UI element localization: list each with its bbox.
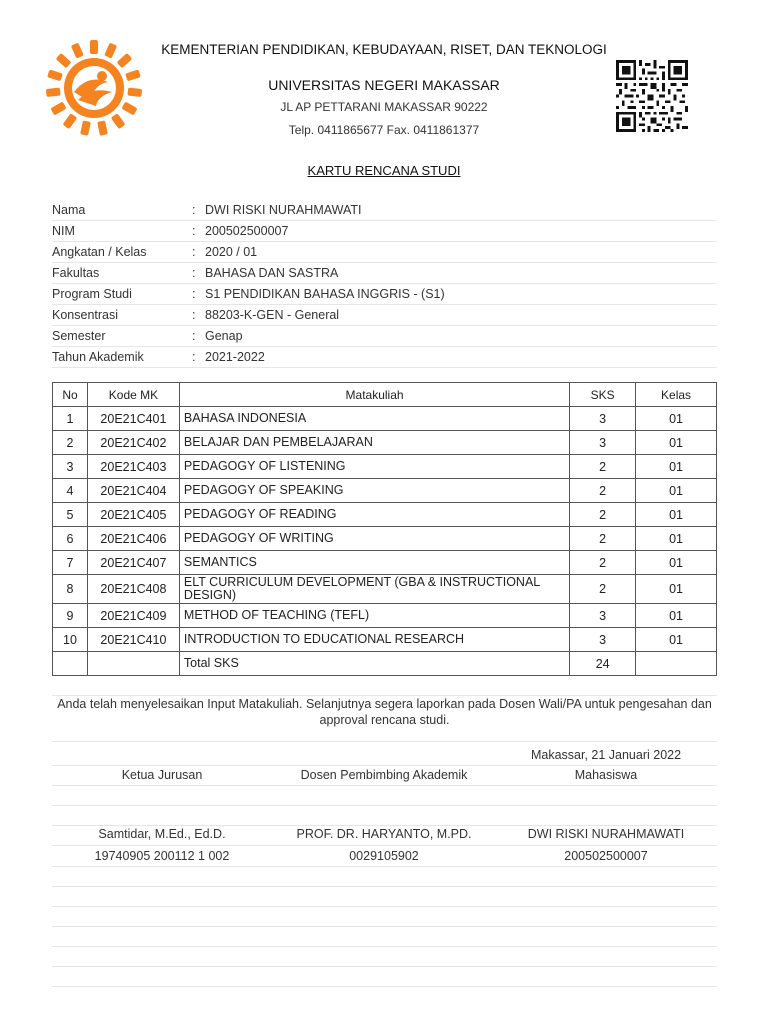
divider xyxy=(52,845,717,846)
cell-no: 7 xyxy=(53,551,88,575)
divider xyxy=(52,946,717,947)
divider xyxy=(52,825,717,826)
divider xyxy=(52,986,717,987)
info-row-nim xyxy=(52,221,717,242)
place-date: Makassar, 21 Januari 2022 xyxy=(530,748,682,762)
cell-no: 8 xyxy=(53,575,88,604)
table-row xyxy=(53,527,717,551)
info-row-prodi xyxy=(52,284,717,305)
cell-kelas: 01 xyxy=(636,575,717,604)
info-value: 2020 / 01 xyxy=(205,245,258,259)
sig-role-ketua: Ketua Jurusan xyxy=(121,768,203,782)
sig-id-mahasiswa: 200502500007 xyxy=(564,849,648,863)
info-label: Program Studi xyxy=(52,287,132,301)
cell-no: 10 xyxy=(53,628,88,652)
completion-notice: Anda telah menyelesaikan Input Matakuliah. Selanjutnya segera laporkan pada Dosen Wali/PA untuk pengesahan dan approval rencana studi. xyxy=(57,697,712,727)
cell-no: 4 xyxy=(53,479,88,503)
cell-matakuliah: METHOD OF TEACHING (TEFL) xyxy=(179,604,569,628)
info-value: DWI RISKI NURAHMAWATI xyxy=(205,203,362,217)
info-row-tahun xyxy=(52,347,717,368)
info-label: Tahun Akademik xyxy=(52,350,144,364)
cell-kode: 20E21C406 xyxy=(87,527,179,551)
cell-sks: 2 xyxy=(570,551,636,575)
info-label: Semester xyxy=(52,329,106,343)
cell-sks: 3 xyxy=(570,431,636,455)
table-row xyxy=(53,503,717,527)
cell-sks: 3 xyxy=(570,604,636,628)
university-name: UNIVERSITAS NEGERI MAKASSAR xyxy=(268,77,500,93)
info-value: S1 PENDIDIKAN BAHASA INGGRIS - (S1) xyxy=(205,287,445,301)
info-row-konsentrasi xyxy=(52,305,717,326)
info-separator: : xyxy=(192,329,196,343)
cell-sks: 2 xyxy=(570,479,636,503)
cell-kode: 20E21C409 xyxy=(87,604,179,628)
info-label: Konsentrasi xyxy=(52,308,119,322)
info-label: Angkatan / Kelas xyxy=(52,245,147,259)
info-row-semester xyxy=(52,326,717,347)
university-logo-icon xyxy=(42,40,146,136)
cell-matakuliah: SEMANTICS xyxy=(179,551,569,575)
divider xyxy=(52,785,717,786)
cell-no: 1 xyxy=(53,407,88,431)
table-row xyxy=(53,479,717,503)
cell-kode: 20E21C408 xyxy=(87,575,179,604)
cell-matakuliah: BELAJAR DAN PEMBELAJARAN xyxy=(179,431,569,455)
cell-matakuliah: PEDAGOGY OF LISTENING xyxy=(179,455,569,479)
cell-kelas: 01 xyxy=(636,604,717,628)
cell-empty xyxy=(53,652,88,676)
cell-no: 2 xyxy=(53,431,88,455)
sig-name-mahasiswa: DWI RISKI NURAHMAWATI xyxy=(527,827,685,841)
info-value: Genap xyxy=(205,329,243,343)
cell-matakuliah: PEDAGOGY OF READING xyxy=(179,503,569,527)
table-row xyxy=(53,407,717,431)
info-value: 88203-K-GEN - General xyxy=(205,308,340,322)
info-separator: : xyxy=(192,308,196,322)
sig-role-mahasiswa: Mahasiswa xyxy=(574,768,638,782)
cell-sks: 3 xyxy=(570,628,636,652)
table-row xyxy=(53,575,717,604)
cell-matakuliah: INTRODUCTION TO EDUCATIONAL RESEARCH xyxy=(179,628,569,652)
info-separator: : xyxy=(192,350,196,364)
cell-kode: 20E21C404 xyxy=(87,479,179,503)
cell-matakuliah: ELT CURRICULUM DEVELOPMENT (GBA & INSTRUCTIONAL DESIGN) xyxy=(179,575,569,604)
cell-kode: 20E21C403 xyxy=(87,455,179,479)
table-row xyxy=(53,604,717,628)
cell-empty xyxy=(87,652,179,676)
cell-sks: 2 xyxy=(570,527,636,551)
divider xyxy=(52,926,717,927)
total-sks-value: 24 xyxy=(570,652,636,676)
ministry-name: KEMENTERIAN PENDIDIKAN, KEBUDAYAAN, RISET, DAN TEKNOLOGI xyxy=(161,42,607,57)
info-separator: : xyxy=(192,266,196,280)
info-value: BAHASA DAN SASTRA xyxy=(205,266,339,280)
info-row-nama xyxy=(52,200,717,221)
cell-kelas: 01 xyxy=(636,503,717,527)
document-title: KARTU RENCANA STUDI xyxy=(307,163,461,178)
cell-no: 6 xyxy=(53,527,88,551)
header-sks: SKS xyxy=(570,383,636,407)
table-total-row xyxy=(53,652,717,676)
sig-name-ketua: Samtidar, M.Ed., Ed.D. xyxy=(98,827,226,841)
cell-no: 9 xyxy=(53,604,88,628)
cell-kode: 20E21C405 xyxy=(87,503,179,527)
info-label: Nama xyxy=(52,203,86,217)
cell-no: 5 xyxy=(53,503,88,527)
info-label: Fakultas xyxy=(52,266,100,280)
cell-kelas: 01 xyxy=(636,628,717,652)
info-separator: : xyxy=(192,287,196,301)
header-no: No xyxy=(53,383,88,407)
info-value: 2021-2022 xyxy=(205,350,265,364)
cell-sks: 2 xyxy=(570,575,636,604)
divider xyxy=(52,966,717,967)
info-label: NIM xyxy=(52,224,75,238)
table-row xyxy=(53,551,717,575)
divider xyxy=(52,866,717,867)
cell-kelas: 01 xyxy=(636,407,717,431)
cell-kode: 20E21C401 xyxy=(87,407,179,431)
info-value: 200502500007 xyxy=(205,224,289,238)
header-matakuliah: Matakuliah xyxy=(179,383,569,407)
total-sks-label: Total SKS xyxy=(179,652,569,676)
cell-matakuliah: PEDAGOGY OF WRITING xyxy=(179,527,569,551)
cell-matakuliah: BAHASA INDONESIA xyxy=(179,407,569,431)
info-separator: : xyxy=(192,245,196,259)
cell-sks: 2 xyxy=(570,503,636,527)
sig-id-ketua: 19740905 200112 1 002 xyxy=(94,849,230,863)
student-info xyxy=(52,200,717,368)
cell-matakuliah: PEDAGOGY OF SPEAKING xyxy=(179,479,569,503)
header-kode: Kode MK xyxy=(87,383,179,407)
sig-id-dosen: 0029105902 xyxy=(349,849,419,863)
cell-sks: 2 xyxy=(570,455,636,479)
table-row xyxy=(53,628,717,652)
cell-kelas: 01 xyxy=(636,551,717,575)
cell-kelas: 01 xyxy=(636,431,717,455)
info-row-fakultas xyxy=(52,263,717,284)
cell-kode: 20E21C402 xyxy=(87,431,179,455)
cell-empty xyxy=(636,652,717,676)
cell-kelas: 01 xyxy=(636,479,717,503)
cell-kelas: 01 xyxy=(636,455,717,479)
qr-code-icon xyxy=(614,60,690,132)
cell-kode: 20E21C410 xyxy=(87,628,179,652)
university-address: JL AP PETTARANI MAKASSAR 90222 xyxy=(280,100,488,114)
university-phone: Telp. 0411865677 Fax. 0411861377 xyxy=(288,123,480,137)
info-separator: : xyxy=(192,203,196,217)
info-row-angkatan xyxy=(52,242,717,263)
table-header-row xyxy=(53,383,717,407)
cell-no: 3 xyxy=(53,455,88,479)
cell-kode: 20E21C407 xyxy=(87,551,179,575)
cell-sks: 3 xyxy=(570,407,636,431)
sig-name-dosen: PROF. DR. HARYANTO, M.PD. xyxy=(296,827,472,841)
header-kelas: Kelas xyxy=(636,383,717,407)
divider xyxy=(52,886,717,887)
divider xyxy=(52,765,717,766)
course-table xyxy=(52,382,717,676)
sig-role-dosen: Dosen Pembimbing Akademik xyxy=(300,768,468,782)
divider xyxy=(52,741,717,742)
cell-kelas: 01 xyxy=(636,527,717,551)
table-row xyxy=(53,455,717,479)
divider xyxy=(52,805,717,806)
divider xyxy=(52,906,717,907)
info-separator: : xyxy=(192,224,196,238)
table-row xyxy=(53,431,717,455)
